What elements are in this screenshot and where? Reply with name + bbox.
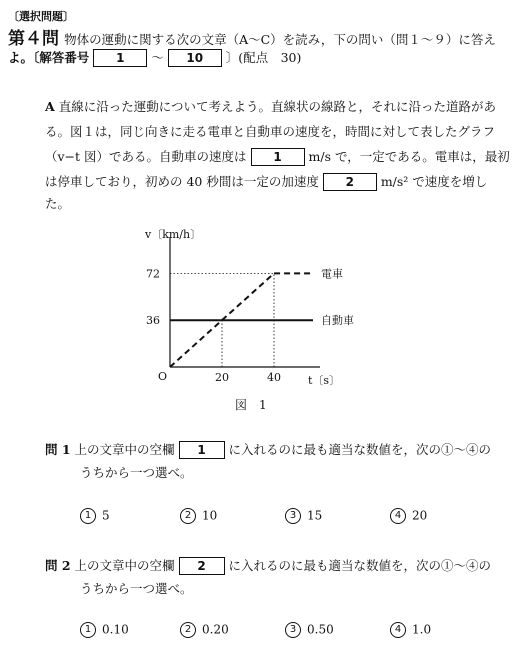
y-tick-label: 72: [146, 267, 160, 281]
question-2-text-a: 上の文章中の空欄: [74, 558, 175, 573]
passage-text-4a: は停車しており，初めの 40 秒間は一定の加速度: [45, 174, 319, 189]
header-text-3: 〕(配点 30): [225, 50, 302, 65]
choice-number-icon: 1: [80, 622, 96, 638]
choice-value: 0.20: [202, 622, 229, 637]
series-label: 自動車: [321, 314, 354, 328]
question-2-box: 2: [179, 557, 225, 575]
choice-value: 15: [307, 508, 323, 523]
x-tick-label: 20: [215, 371, 229, 384]
question-1-label: 問 1: [45, 442, 71, 457]
question-1: [45, 440, 491, 459]
passage-text-3b: m/s で，一定である。電車は，最初: [308, 149, 510, 164]
choice-number-icon: 3: [285, 508, 301, 524]
question-2: [45, 556, 491, 575]
choice-option[interactable]: [390, 508, 427, 524]
header-line-2: [8, 48, 301, 67]
choice-value: 10: [202, 508, 218, 523]
figure-caption: 図 1: [235, 398, 267, 412]
answer-box-end: 10: [168, 49, 222, 67]
passage-label: A: [45, 99, 55, 114]
passage-text-4b: m/s² で速度を増し: [380, 174, 488, 189]
choice-option[interactable]: [80, 508, 110, 524]
passage-line-2: る。図１は，同じ向きに走る電車と自動車の速度を，時間に対して表したグラフ: [45, 124, 496, 139]
header-tilde: ～: [151, 50, 164, 65]
question-1-box: 1: [179, 441, 225, 459]
blank-box-1: 1: [251, 148, 305, 166]
section-label: 〔選択問題〕: [8, 10, 74, 23]
choice-option[interactable]: [80, 622, 129, 638]
choice-option[interactable]: [285, 622, 334, 638]
question-1-text-a: 上の文章中の空欄: [74, 442, 175, 457]
choice-option[interactable]: [180, 622, 229, 638]
question-1-text-b: に入れるのに最も適当な数値を，次の①～④の: [228, 442, 492, 457]
passage-line-3: [45, 147, 510, 166]
choice-value: 0.10: [102, 622, 129, 637]
vt-graph: [130, 222, 390, 392]
choice-number-icon: 2: [180, 622, 196, 638]
choice-value: 5: [102, 508, 110, 523]
question-2-text-c: うちから一つ選べ。: [80, 581, 193, 596]
y-axis-label: v〔km/h〕: [145, 228, 202, 241]
origin-label: O: [158, 370, 168, 383]
choice-option[interactable]: [285, 508, 322, 524]
choice-number-icon: 2: [180, 508, 196, 524]
passage-line-4: [45, 172, 487, 191]
blank-box-2: 2: [323, 173, 377, 191]
answer-box-start: 1: [93, 49, 147, 67]
question-2-label: 問 2: [45, 558, 71, 573]
choice-value: 1.0: [412, 622, 432, 637]
header-text-2: よ。〔解答番号: [8, 50, 90, 65]
x-axis-label: t〔s〕: [308, 374, 341, 387]
passage-line-5: た。: [45, 196, 71, 211]
question-header: [8, 24, 496, 49]
passage-line-1: [45, 97, 496, 115]
choice-number-icon: 3: [285, 622, 301, 638]
choice-number-icon: 4: [390, 508, 406, 524]
choice-option[interactable]: [180, 508, 217, 524]
header-text-1: 物体の運動に関する次の文章（A～C）を読み，下の問い（問１～９）に答え: [64, 32, 496, 47]
question-2-text-b: に入れるのに最も適当な数値を，次の①～④の: [228, 558, 492, 573]
passage-text-3a: （v−t 図）である。自動車の速度は: [45, 149, 247, 164]
question-1-text-c: うちから一つ選べ。: [80, 465, 193, 480]
choice-number-icon: 4: [390, 622, 406, 638]
choice-value: 20: [412, 508, 428, 523]
choice-number-icon: 1: [80, 508, 96, 524]
choice-option[interactable]: [390, 622, 431, 638]
series-label: 電車: [321, 267, 343, 281]
x-tick-label: 40: [267, 371, 281, 384]
choice-value: 0.50: [307, 622, 334, 637]
y-tick-label: 36: [146, 314, 160, 328]
passage-text-1: 直線に沿った運動について考えよう。直線状の線路と，それに沿った道路があ: [58, 99, 496, 114]
question-title: 第４問: [8, 29, 59, 49]
